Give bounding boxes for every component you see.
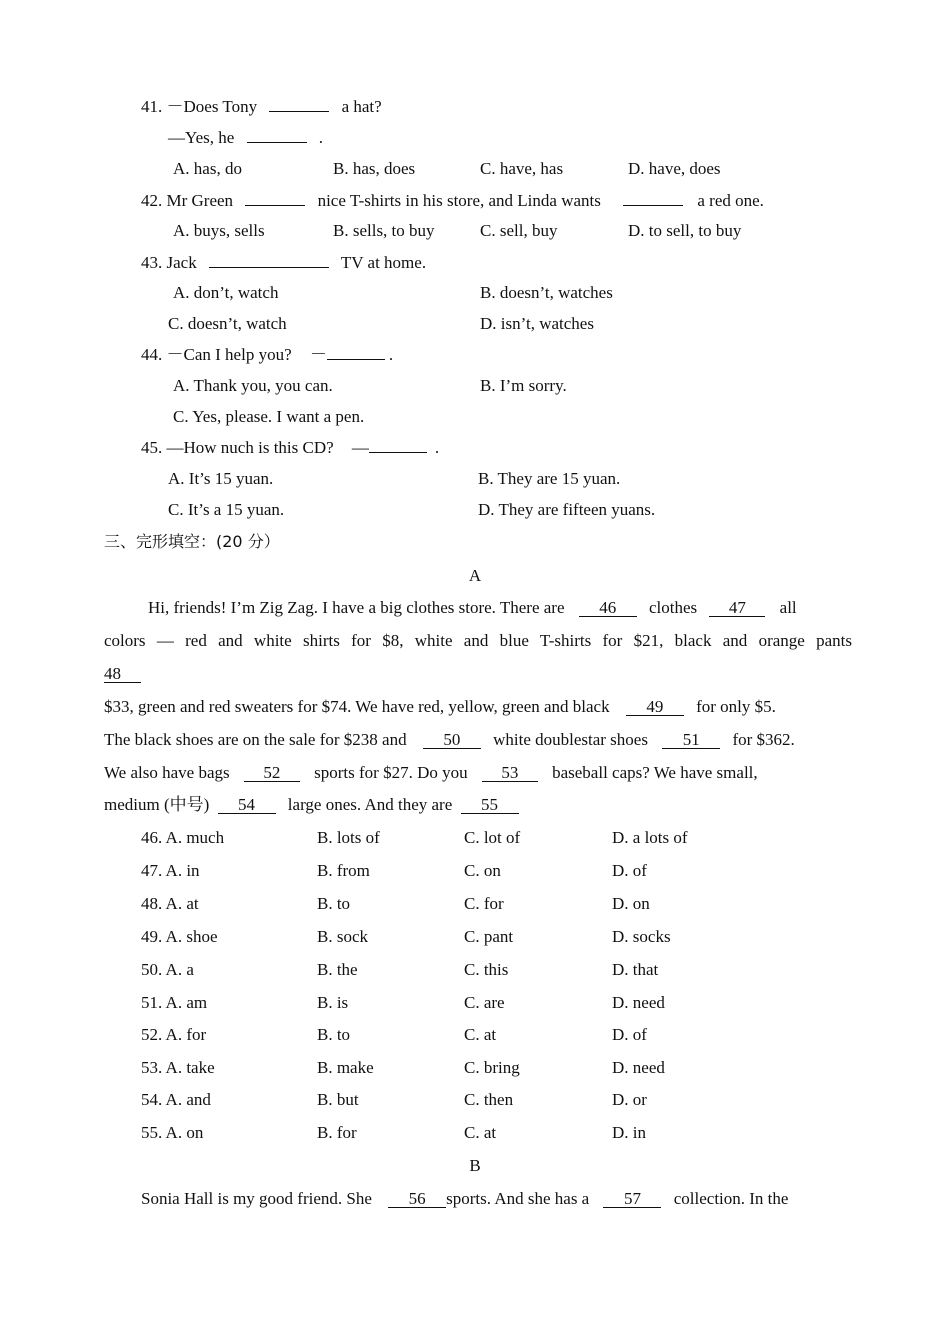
q42-text-2: nice T-shirts in his store, and Linda wants: [317, 191, 601, 210]
passage-a-line-5: [104, 730, 795, 750]
option-52-b[interactable]: B. to: [317, 1025, 351, 1044]
option-48-b[interactable]: B. to: [317, 894, 351, 913]
passage-b-text: collection. In the: [673, 1189, 789, 1208]
passage-b-text: Sonia Hall is my good friend. She: [141, 1189, 372, 1208]
q45-number: 45.: [141, 438, 163, 457]
option-55-b[interactable]: B. for: [317, 1123, 357, 1142]
option-54-b[interactable]: B. but: [317, 1090, 359, 1109]
q41-number: 41.: [141, 97, 163, 116]
q43-option-c[interactable]: C. doesn’t, watch: [168, 314, 287, 333]
passage-a-text: $33, green and red sweaters for $74. We have red, yellow, green and black: [104, 697, 610, 716]
q43-number: 43.: [141, 253, 163, 272]
option-55-d[interactable]: D. in: [612, 1123, 646, 1142]
passage-b-line-1: [141, 1189, 788, 1209]
option-53-b[interactable]: B. make: [317, 1058, 374, 1077]
passage-a-line-2: colors — red and white shirts for $8, white and blue T-shirts for $21, black and orange pants: [104, 631, 852, 650]
option-53-d[interactable]: D. need: [612, 1058, 665, 1077]
option-50-b[interactable]: B. the: [317, 960, 358, 979]
q42-blank-2[interactable]: [623, 190, 683, 206]
q44-answer-start: －: [309, 345, 327, 364]
passage-a-text: clothes: [649, 598, 698, 617]
q44-line: [141, 344, 393, 365]
passage-a-text: sports for $27. Do you: [314, 763, 468, 782]
passage-a-line-1: [148, 598, 797, 618]
option-46-a[interactable]: 46. A. much: [141, 828, 225, 847]
blank-47[interactable]: 47: [709, 599, 765, 617]
option-49-b[interactable]: B. sock: [317, 927, 368, 946]
q42-number: 42.: [141, 191, 163, 210]
passage-a-text: baseball caps? We have small,: [552, 763, 758, 782]
q45-answer-end: .: [434, 438, 440, 457]
blank-46[interactable]: 46: [579, 599, 637, 617]
passage-a-text: We also have bags: [104, 763, 230, 782]
option-53-a[interactable]: 53. A. take: [141, 1058, 215, 1077]
passage-a-text: large ones. And they are: [287, 795, 453, 814]
blank-57[interactable]: 57: [603, 1190, 661, 1208]
q41-answer-end: .: [318, 128, 324, 147]
q42-option-d[interactable]: D. to sell, to buy: [628, 221, 742, 240]
q41-option-c[interactable]: C. have, has: [480, 159, 564, 178]
q45-answer-start: —: [351, 438, 369, 457]
option-51-d[interactable]: D. need: [612, 993, 665, 1012]
blank-55[interactable]: 55: [461, 796, 519, 814]
passage-a-line-4: [104, 697, 776, 717]
option-52-c[interactable]: C. at: [464, 1025, 497, 1044]
option-47-d[interactable]: D. of: [612, 861, 647, 880]
q41-option-b[interactable]: B. has, does: [333, 159, 416, 178]
passage-a-line-6: [104, 763, 758, 783]
q41-option-d[interactable]: D. have, does: [628, 159, 721, 178]
option-54-c[interactable]: C. then: [464, 1090, 514, 1109]
q45-line: [141, 437, 439, 458]
blank-54[interactable]: 54: [218, 796, 276, 814]
q42-option-a[interactable]: A. buys, sells: [173, 221, 265, 240]
passage-a-text: all: [779, 598, 797, 617]
option-49-c[interactable]: C. pant: [464, 927, 514, 946]
option-55-a[interactable]: 55. A. on: [141, 1123, 204, 1142]
q45-question: —How nuch is this CD?: [166, 438, 334, 457]
option-46-c[interactable]: C. lot of: [464, 828, 521, 847]
passage-a-text: Hi, friends! I’m Zig Zag. I have a big clothes store. There are: [148, 598, 565, 617]
q41-question-end: a hat?: [341, 97, 382, 116]
q42-option-b[interactable]: B. sells, to buy: [333, 221, 435, 240]
option-53-c[interactable]: C. bring: [464, 1058, 520, 1077]
blank-51[interactable]: 51: [662, 731, 720, 749]
passage-a-text: for only $5.: [696, 697, 776, 716]
q41-option-a[interactable]: A. has, do: [173, 159, 242, 178]
option-49-d[interactable]: D. socks: [612, 927, 671, 946]
passage-a-label: A: [468, 566, 482, 585]
passage-a-line-7: [104, 795, 519, 815]
q43-text-1: Jack: [166, 253, 197, 272]
passage-b-text: sports. And she has a: [446, 1189, 590, 1208]
option-51-c[interactable]: C. are: [464, 993, 505, 1012]
option-47-a[interactable]: 47. A. in: [141, 861, 200, 880]
blank-48[interactable]: 48: [104, 665, 141, 683]
q45-option-b[interactable]: B. They are 15 yuan.: [478, 469, 621, 488]
q41-line: [141, 96, 382, 117]
passage-a-text: white doublestar shoes: [493, 730, 648, 749]
q42-line: [141, 190, 764, 211]
passage-a-line-3: [104, 664, 141, 684]
q43-option-d[interactable]: D. isn’t, watches: [480, 314, 594, 333]
option-47-b[interactable]: B. from: [317, 861, 370, 880]
option-46-b[interactable]: B. lots of: [317, 828, 380, 847]
q45-option-d[interactable]: D. They are fifteen yuans.: [478, 500, 656, 519]
option-51-a[interactable]: 51. A. am: [141, 993, 208, 1012]
q43-option-a[interactable]: A. don’t, watch: [173, 283, 279, 302]
blank-52[interactable]: 52: [244, 764, 300, 782]
option-49-a[interactable]: 49. A. shoe: [141, 927, 218, 946]
q42-option-c[interactable]: C. sell, buy: [480, 221, 558, 240]
option-52-d[interactable]: D. of: [612, 1025, 647, 1044]
q44-option-a[interactable]: A. Thank you, you can.: [173, 376, 333, 395]
q43-line: [141, 252, 426, 273]
q41-answer-line: [168, 127, 323, 148]
q41-question-start: －Does Tony: [166, 97, 258, 116]
passage-a-text: The black shoes are on the sale for $238 and: [104, 730, 407, 749]
q44-answer-end: .: [388, 345, 394, 364]
option-47-c[interactable]: C. on: [464, 861, 501, 880]
q45-option-a[interactable]: A. It’s 15 yuan.: [168, 469, 274, 488]
passage-a-text: medium (中号): [104, 795, 210, 814]
q45-option-c[interactable]: C. It’s a 15 yuan.: [168, 500, 285, 519]
option-50-c[interactable]: C. this: [464, 960, 509, 979]
q44-number: 44.: [141, 345, 163, 364]
q44-option-c[interactable]: C. Yes, please. I want a pen.: [173, 407, 365, 426]
passage-a-text: for $362.: [732, 730, 795, 749]
option-54-d[interactable]: D. or: [612, 1090, 647, 1109]
q43-blank[interactable]: [209, 252, 329, 268]
option-50-a[interactable]: 50. A. a: [141, 960, 194, 979]
blank-49[interactable]: 49: [626, 698, 684, 716]
q41-blank-1[interactable]: [269, 96, 329, 112]
q44-blank[interactable]: [327, 344, 385, 360]
passage-b-label: B: [469, 1156, 481, 1175]
q42-text-1: Mr Green: [166, 191, 234, 210]
blank-50[interactable]: 50: [423, 731, 481, 749]
option-55-c[interactable]: C. at: [464, 1123, 497, 1142]
q41-answer-start: —Yes, he: [168, 128, 235, 147]
option-48-d[interactable]: D. on: [612, 894, 650, 913]
q44-question: －Can I help you?: [166, 345, 292, 364]
option-54-a[interactable]: 54. A. and: [141, 1090, 211, 1109]
blank-53[interactable]: 53: [482, 764, 538, 782]
q43-option-b[interactable]: B. doesn’t, watches: [480, 283, 613, 302]
q45-blank[interactable]: [369, 437, 427, 453]
q43-text-2: TV at home.: [340, 253, 427, 272]
blank-56[interactable]: 56: [388, 1190, 446, 1208]
option-48-a[interactable]: 48. A. at: [141, 894, 199, 913]
option-46-d[interactable]: D. a lots of: [612, 828, 688, 847]
section-3-heading: 三、完形填空：(20 分）: [104, 532, 280, 551]
q42-text-3: a red one.: [697, 191, 764, 210]
option-48-c[interactable]: C. for: [464, 894, 504, 913]
option-51-b[interactable]: B. is: [317, 993, 349, 1012]
option-50-d[interactable]: D. that: [612, 960, 659, 979]
option-52-a[interactable]: 52. A. for: [141, 1025, 207, 1044]
q42-blank-1[interactable]: [245, 190, 305, 206]
q41-blank-2[interactable]: [247, 127, 307, 143]
q44-option-b[interactable]: B. I’m sorry.: [480, 376, 567, 395]
